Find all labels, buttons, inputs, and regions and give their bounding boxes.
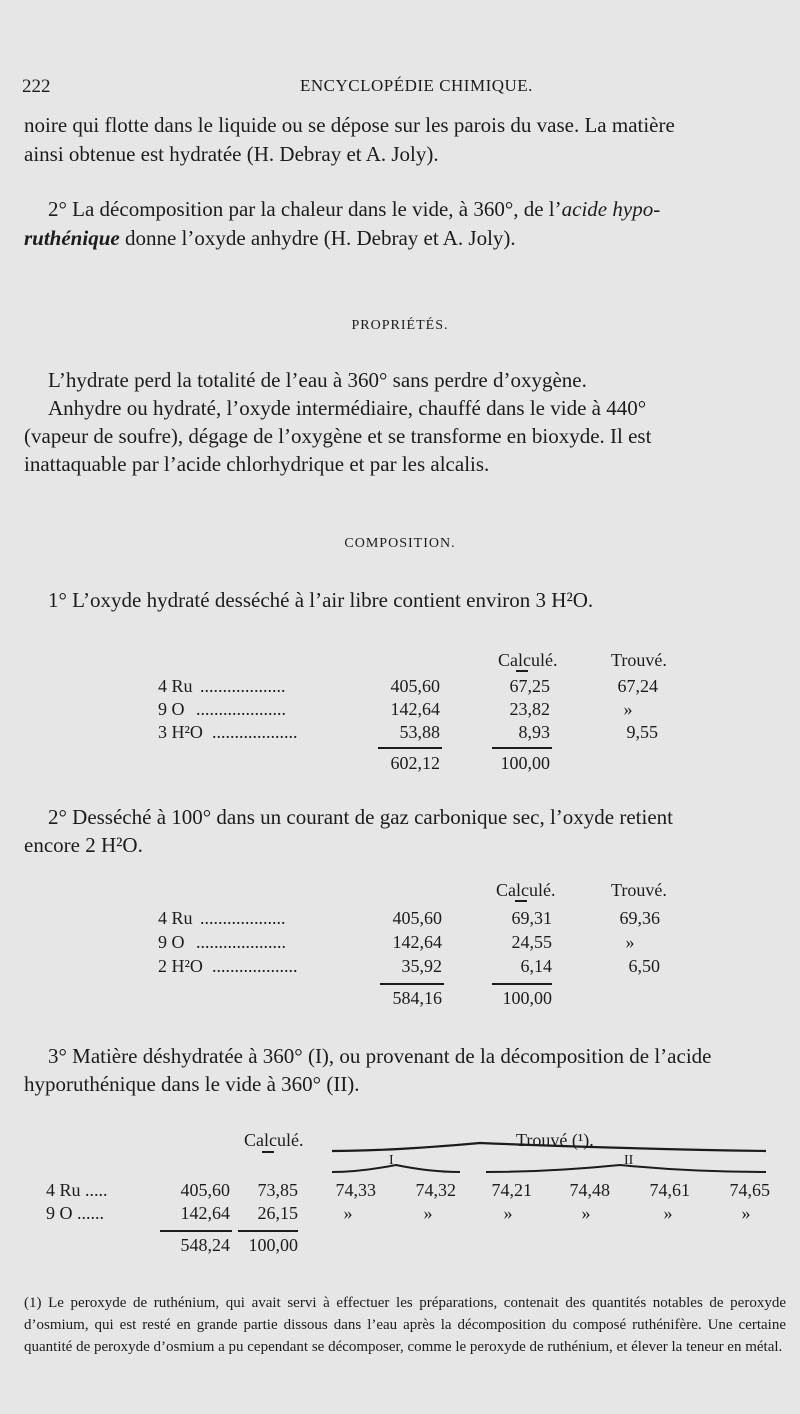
c1-head-trouve: Trouvé. xyxy=(611,650,667,670)
table-cell-found: » xyxy=(423,1203,433,1223)
sum-rule-calc xyxy=(238,1230,298,1232)
table-cell-found: » xyxy=(741,1203,751,1223)
table-total-calc: 100,00 xyxy=(500,753,550,773)
table-cell-found: 67,24 xyxy=(617,676,658,696)
table-cell-mass: 405,60 xyxy=(390,676,440,696)
grouping-braces xyxy=(330,1141,770,1175)
table-cell-calc: 73,85 xyxy=(257,1180,298,1200)
table-total-mass: 548,24 xyxy=(180,1235,230,1255)
running-title: ENCYCLOPÉDIE CHIMIQUE. xyxy=(300,76,533,95)
table-cell-found: 74,65 xyxy=(729,1180,770,1200)
table-total-calc: 100,00 xyxy=(502,988,552,1008)
table-row-label: 4 Ru ..... xyxy=(46,1180,108,1200)
table-cell-found: » xyxy=(663,1203,673,1223)
table-cell-calc: 69,31 xyxy=(511,908,552,928)
composition-3-line-2: hyporuthénique dans le vide à 360° (II). xyxy=(24,1072,360,1096)
proprietes-line-3: (vapeur de soufre), dégage de l’oxygène et se transforme en bioxyde. Il est xyxy=(24,424,652,448)
table-cell-calc: 23,82 xyxy=(509,699,550,719)
table-cell-mass: 35,92 xyxy=(401,956,442,976)
leader-dots: ................... xyxy=(212,956,298,976)
table-cell-found: » xyxy=(581,1203,591,1223)
table-cell-found: » xyxy=(503,1203,513,1223)
table-cell-mass: 142,64 xyxy=(392,932,442,952)
composition-3-line-1: 3° Matière déshydratée à 360° (I), ou provenant de la décomposition de l’acide xyxy=(48,1044,712,1068)
table-total-mass: 602,12 xyxy=(390,753,440,773)
table-cell-found: 74,21 xyxy=(491,1180,532,1200)
brace-I xyxy=(332,1165,460,1172)
table-cell-found: 74,32 xyxy=(415,1180,456,1200)
page-number: 222 xyxy=(22,76,51,97)
c2-head-calcule-dash xyxy=(515,900,527,902)
group-label-II: II xyxy=(624,1153,634,1168)
table-cell-calc: 8,93 xyxy=(518,722,550,742)
proprietes-line-4: inattaquable par l’acide chlorhydrique et par les alcalis. xyxy=(24,452,490,476)
point-2-italic-b: ruthénique xyxy=(24,226,120,250)
table-total-calc: 100,00 xyxy=(248,1235,298,1255)
leader-dots: .................... xyxy=(196,932,286,952)
proprietes-line-1: L’hydrate perd la totalité de l’eau à 360° sans perdre d’oxygène. xyxy=(48,368,587,392)
point-2-paragraph xyxy=(48,195,784,224)
section-heading-composition: COMPOSITION. xyxy=(344,536,456,551)
table-row-label: 9 O xyxy=(158,699,185,719)
leader-dots: ................... xyxy=(200,676,286,696)
composition-1-text: 1° L’oxyde hydraté desséché à l’air libre contient environ 3 H²O. xyxy=(48,588,594,612)
table-cell-mass: 405,60 xyxy=(180,1180,230,1200)
table-cell-found: 74,61 xyxy=(649,1180,690,1200)
composition-2-line-1: 2° Desséché à 100° dans un courant de gaz carbonique sec, l’oxyde retient xyxy=(48,805,673,829)
c1-head-calcule-dash xyxy=(516,670,528,672)
table-cell-found: » xyxy=(623,699,633,719)
table-cell-found: 69,36 xyxy=(619,908,660,928)
table-cell-found: » xyxy=(625,932,635,952)
c3-head-calcule-dash xyxy=(262,1151,274,1153)
table-cell-found: 74,33 xyxy=(335,1180,376,1200)
point-2-text-a: 2° La décomposition par la chaleur dans le vide, à 360°, de l’ xyxy=(48,197,562,221)
sum-rule-mass xyxy=(380,983,444,985)
table-cell-mass: 53,88 xyxy=(399,722,440,742)
intro-line-2: ainsi obtenue est hydratée (H. Debray et A. Joly). xyxy=(24,142,439,166)
c3-head-trouve: Trouvé (¹). xyxy=(516,1130,594,1150)
footnote: (1) Le peroxyde de ruthénium, qui avait servi à effectuer les préparations, contenait des quantités notables de peroxyde d’osmium, qui est resté en grande partie dissous dans l’eau après la décomposition du composé ruthénifère. Une certaine quantité de peroxyde d’osmium a pu cependant se décomposer, comme le peroxyde de ruthénium, et élever la teneur en métal. xyxy=(24,1295,786,1355)
table-cell-calc: 6,14 xyxy=(520,956,552,976)
table-row-label: 2 H²O xyxy=(158,956,203,976)
point-2-text-b: donne l’oxyde anhydre (H. Debray et A. Joly). xyxy=(119,226,516,250)
brace-trouve xyxy=(332,1143,766,1151)
table-cell-calc: 26,15 xyxy=(257,1203,298,1223)
table-total-mass: 584,16 xyxy=(392,988,442,1008)
sum-rule-calc xyxy=(492,747,552,749)
point-2-italic-a: acide hypo- xyxy=(561,197,661,221)
table-cell-found: 74,48 xyxy=(569,1180,610,1200)
sum-rule-mass xyxy=(160,1230,232,1232)
table-cell-mass: 405,60 xyxy=(392,908,442,928)
table-row-label: 9 O ...... xyxy=(46,1203,104,1223)
c3-head-calcule: Calculé. xyxy=(244,1130,304,1150)
table-cell-mass: 142,64 xyxy=(180,1203,230,1223)
sum-rule-calc xyxy=(492,983,552,985)
leader-dots: ................... xyxy=(212,722,298,742)
group-label-I: I xyxy=(389,1153,394,1168)
composition-2-line-2: encore 2 H²O. xyxy=(24,833,143,857)
leader-dots: ................... xyxy=(200,908,286,928)
sum-rule-mass xyxy=(378,747,442,749)
table-cell-found: » xyxy=(343,1203,353,1223)
table-cell-calc: 24,55 xyxy=(511,932,552,952)
table-row-label: 4 Ru xyxy=(158,676,193,696)
table-row-label: 3 H²O xyxy=(158,722,203,742)
proprietes-line-2: Anhydre ou hydraté, l’oxyde intermédiaire, chauffé dans le vide à 440° xyxy=(48,396,647,420)
intro-line-1: noire qui flotte dans le liquide ou se dépose sur les parois du vase. La matière xyxy=(24,113,675,137)
section-heading-proprietes: PROPRIÉTÉS. xyxy=(351,318,449,333)
c2-head-calcule: Calculé. xyxy=(496,880,556,900)
table-cell-mass: 142,64 xyxy=(390,699,440,719)
table-cell-calc: 67,25 xyxy=(509,676,550,696)
c2-head-trouve: Trouvé. xyxy=(611,880,667,900)
c1-head-calcule: Calculé. xyxy=(498,650,558,670)
table-row-label: 4 Ru xyxy=(158,908,193,928)
table-cell-found: 9,55 xyxy=(626,722,658,742)
table-row-label: 9 O xyxy=(158,932,185,952)
point-2-paragraph-cont xyxy=(24,224,784,253)
leader-dots: .................... xyxy=(196,699,286,719)
table-cell-found: 6,50 xyxy=(628,956,660,976)
